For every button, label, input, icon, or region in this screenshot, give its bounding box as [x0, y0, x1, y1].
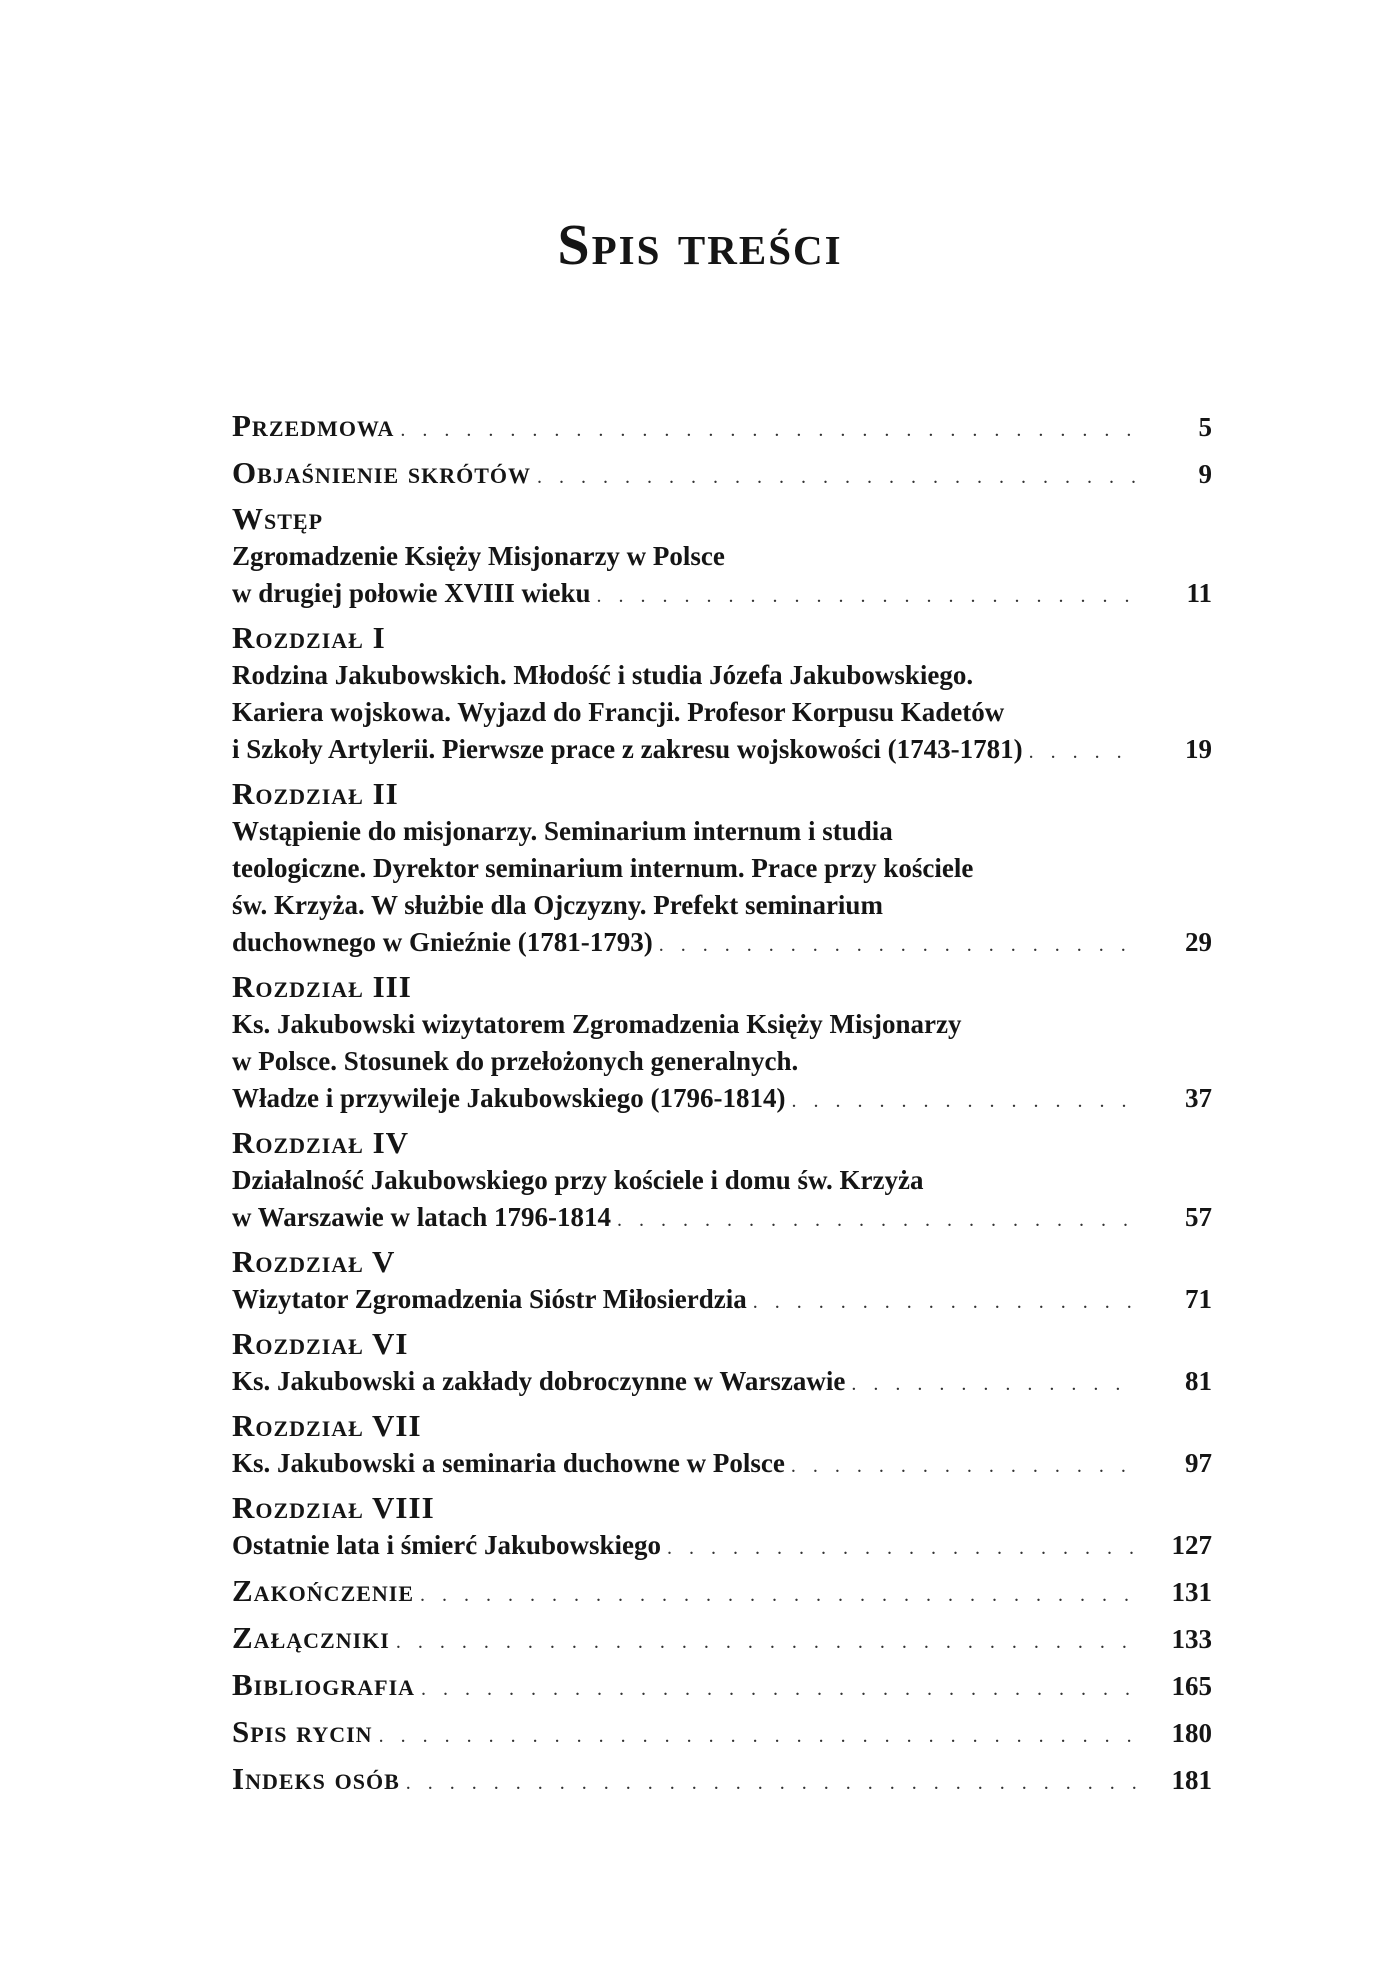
toc-entry	[232, 968, 1212, 1117]
dot-leader	[791, 1448, 1136, 1485]
toc-entry-text: Przedmowa	[232, 408, 395, 443]
page-number: 5	[1198, 412, 1212, 442]
toc-entry	[232, 500, 1212, 612]
toc-entry	[232, 1759, 1212, 1799]
toc-entry	[232, 1243, 1212, 1318]
toc-entry-text: Objaśnienie skrótów	[232, 455, 532, 490]
toc-entry-text: w drugiej połowie XVIII wieku	[232, 578, 591, 608]
page-number: 133	[1171, 1624, 1212, 1654]
toc-entry-text: Ostatnie lata i śmierć Jakubowskiego	[232, 1530, 661, 1560]
toc-entry-text: Ks. Jakubowski a seminaria duchowne w Polsce	[232, 1448, 785, 1478]
page-number: 37	[1185, 1083, 1212, 1113]
dot-leader	[791, 1083, 1136, 1120]
toc-entry-line	[232, 1445, 1212, 1482]
dot-leader	[421, 1669, 1136, 1709]
chapter-heading: Rozdział V	[232, 1244, 396, 1279]
chapter-heading: Wstęp	[232, 501, 324, 536]
chapter-heading: Rozdział VIII	[232, 1490, 435, 1525]
chapter-title-line: Ks. Jakubowski wizytatorem Zgromadzenia Księży Misjonarzy	[232, 1009, 962, 1039]
toc-entry	[232, 1665, 1212, 1705]
dot-leader	[406, 1763, 1136, 1803]
chapter-title-line: św. Krzyża. W służbie dla Ojczyzny. Prefekt seminarium	[232, 890, 883, 920]
toc-entry-text: Wizytator Zgromadzenia Sióstr Miłosierdzia	[232, 1284, 747, 1314]
page-number: 71	[1185, 1284, 1212, 1314]
toc-entry-text: duchownego w Gnieźnie (1781-1793)	[232, 927, 653, 957]
toc-entry-line	[232, 575, 1212, 612]
dot-leader	[667, 1530, 1136, 1567]
toc-entry-line	[232, 731, 1212, 768]
toc-entry-line	[232, 1665, 1212, 1705]
toc-entry-line	[232, 1712, 1212, 1752]
page-number: 11	[1186, 578, 1212, 608]
dot-leader	[396, 1622, 1136, 1662]
page-number: 165	[1171, 1671, 1212, 1701]
toc-entry	[232, 1407, 1212, 1482]
page-number: 131	[1171, 1577, 1212, 1607]
table-of-contents	[232, 406, 1212, 1806]
dot-leader	[1029, 734, 1136, 771]
toc-entry-line	[232, 1363, 1212, 1400]
toc-entry-line	[232, 1199, 1212, 1236]
toc-entry-line	[232, 406, 1212, 446]
page-number: 81	[1185, 1366, 1212, 1396]
toc-entry-text: i Szkoły Artylerii. Pierwsze prace z zakresu wojskowości (1743-1781)	[232, 734, 1023, 764]
page-number: 180	[1171, 1718, 1212, 1748]
chapter-heading: Rozdział IV	[232, 1125, 410, 1160]
toc-entry-text: Załączniki	[232, 1620, 390, 1655]
toc-entry-text: w Warszawie w latach 1796-1814	[232, 1202, 611, 1232]
toc-entry	[232, 1618, 1212, 1658]
chapter-heading: Rozdział VI	[232, 1326, 409, 1361]
chapter-title-line: teologiczne. Dyrektor seminarium internum. Prace przy kościele	[232, 853, 974, 883]
dot-leader	[753, 1284, 1136, 1321]
chapter-heading: Rozdział I	[232, 620, 386, 655]
toc-entry	[232, 1712, 1212, 1752]
chapter-title-line: Rodzina Jakubowskich. Młodość i studia Józefa Jakubowskiego.	[232, 660, 974, 690]
chapter-heading: Rozdział III	[232, 969, 412, 1004]
toc-entry	[232, 453, 1212, 493]
toc-entry-line	[232, 1527, 1212, 1564]
toc-entry	[232, 1489, 1212, 1564]
page-number: 181	[1171, 1765, 1212, 1795]
dot-leader	[617, 1202, 1136, 1239]
chapter-title-line: w Polsce. Stosunek do przełożonych generalnych.	[232, 1046, 799, 1076]
toc-entry	[232, 619, 1212, 768]
dot-leader	[400, 410, 1136, 450]
page-number: 19	[1185, 734, 1212, 764]
toc-entry-line	[232, 1759, 1212, 1799]
toc-entry-text: Zakończenie	[232, 1573, 415, 1608]
toc-entry-line	[232, 1080, 1212, 1117]
chapter-title-line: Kariera wojskowa. Wyjazd do Francji. Profesor Korpusu Kadetów	[232, 697, 1005, 727]
toc-entry	[232, 1571, 1212, 1611]
dot-leader	[379, 1716, 1136, 1756]
toc-entry-line	[232, 1618, 1212, 1658]
toc-entry-text: Spis rycin	[232, 1714, 373, 1749]
toc-entry-text: Ks. Jakubowski a zakłady dobroczynne w Warszawie	[232, 1366, 846, 1396]
toc-entry-text: Władze i przywileje Jakubowskiego (1796-1814)	[232, 1083, 786, 1113]
dot-leader	[659, 927, 1136, 964]
toc-entry-text: Bibliografia	[232, 1667, 416, 1702]
toc-entry-line	[232, 1281, 1212, 1318]
toc-entry-line	[232, 1571, 1212, 1611]
page-number: 57	[1185, 1202, 1212, 1232]
page-number: 127	[1171, 1530, 1212, 1560]
dot-leader	[420, 1575, 1136, 1615]
toc-entry	[232, 1124, 1212, 1236]
toc-entry	[232, 406, 1212, 446]
dot-leader	[597, 578, 1136, 615]
page-number: 29	[1185, 927, 1212, 957]
chapter-title-line: Działalność Jakubowskiego przy kościele i domu św. Krzyża	[232, 1165, 924, 1195]
chapter-heading: Rozdział II	[232, 776, 399, 811]
page-number: 97	[1185, 1448, 1212, 1478]
chapter-heading: Rozdział VII	[232, 1408, 422, 1443]
dot-leader	[851, 1366, 1136, 1403]
toc-entry	[232, 1325, 1212, 1400]
toc-entry-text: Indeks osób	[232, 1761, 400, 1796]
toc-entry	[232, 775, 1212, 961]
page-title: Spis treści	[557, 212, 843, 277]
chapter-title-line: Wstąpienie do misjonarzy. Seminarium internum i studia	[232, 816, 893, 846]
page-number: 9	[1198, 459, 1212, 489]
dot-leader	[537, 457, 1136, 497]
toc-entry-line	[232, 453, 1212, 493]
chapter-title-line: Zgromadzenie Księży Misjonarzy w Polsce	[232, 541, 725, 571]
toc-entry-line	[232, 924, 1212, 961]
